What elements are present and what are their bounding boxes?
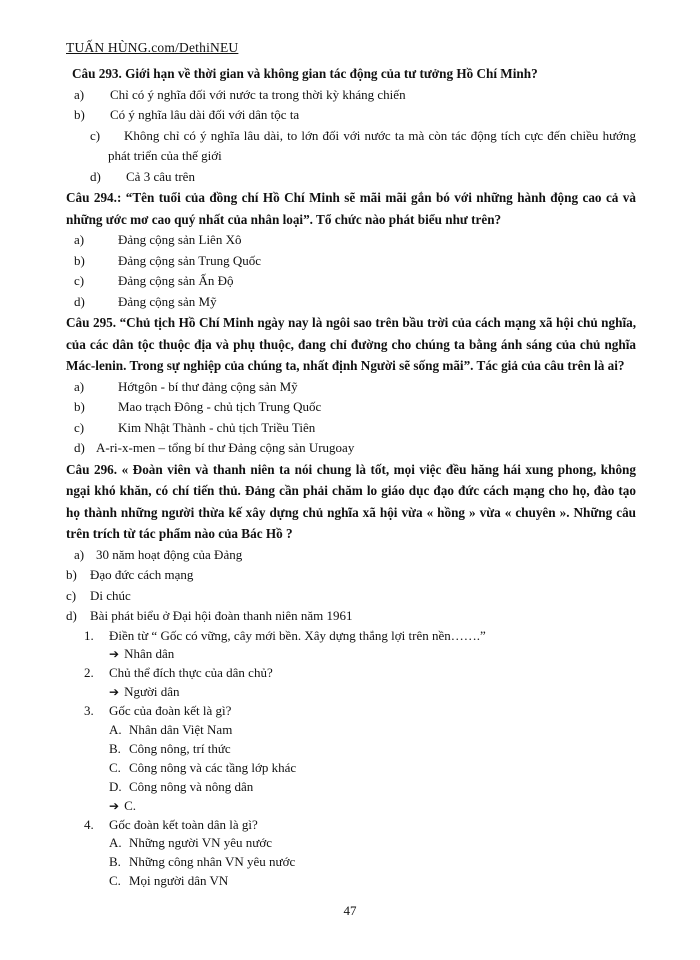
question-295-option-b — [66, 397, 636, 418]
option-label: a) — [74, 86, 85, 102]
option-label: b) — [66, 567, 77, 582]
option-label: d) — [66, 608, 77, 623]
sub-question-3-choice-b — [66, 740, 636, 759]
choice-text: Nhân dân Việt Nam — [129, 722, 233, 738]
choice-label: C. — [109, 873, 121, 889]
sub-question-number: 1. — [84, 627, 94, 643]
sub-question-number: 4. — [84, 816, 94, 832]
choice-label: A. — [109, 722, 122, 738]
option-label: d) — [90, 168, 101, 184]
arrow-right-icon: ➔ — [109, 798, 120, 813]
sub-question-text: Gốc đoàn kết toàn dân là gì? — [109, 816, 258, 832]
sub-question-3-choice-d — [66, 778, 636, 797]
choice-text: Mọi người dân VN — [129, 873, 229, 889]
option-label: b) — [74, 107, 85, 122]
question-293-title: Câu 293. Giới hạn về thời gian và không gian tác động của tư tưởng Hồ Chí Minh? — [72, 66, 538, 81]
choice-label: D. — [109, 778, 122, 794]
option-text: Hớtgôn - bí thư đảng cộng sản Mỹ — [118, 378, 298, 394]
sub-question-2 — [66, 664, 636, 683]
option-text: A-ri-x-men – tổng bí thư Đảng cộng sản Urugoay — [96, 440, 355, 455]
question-293-option-d — [66, 167, 636, 188]
sub-question-3 — [66, 702, 636, 721]
option-label: d) — [74, 440, 85, 455]
option-text: Có ý nghĩa lâu dài đối với dân tộc ta — [110, 107, 300, 122]
question-294-option-b — [66, 251, 636, 272]
arrow-right-icon: ➔ — [109, 647, 120, 662]
question-296-option-b — [66, 565, 636, 586]
sub-question-text: Gốc của đoàn kết là gì? — [109, 703, 232, 719]
sub-question-number: 3. — [84, 703, 94, 719]
option-label: c) — [66, 587, 77, 603]
question-296-option-d — [66, 606, 636, 627]
option-label: b) — [74, 252, 85, 268]
answer-text: C. — [124, 797, 136, 813]
sub-question-3-choice-a — [66, 721, 636, 740]
question-294-option-c — [66, 271, 636, 292]
choice-text: Công nông và nông dân — [129, 778, 254, 794]
answer-text: Nhân dân — [124, 646, 175, 662]
option-text: Mao trạch Đông - chủ tịch Trung Quốc — [118, 399, 322, 414]
question-295-option-c — [66, 418, 636, 439]
sub-question-3-choice-c — [66, 759, 636, 778]
option-text: Đảng cộng sản Mỹ — [118, 293, 217, 309]
option-text: Bài phát biểu ở Đại hội đoàn thanh niên năm 1961 — [90, 608, 353, 623]
option-label: a) — [74, 546, 85, 562]
answer-text: Người dân — [124, 684, 180, 700]
sub-question-4-choice-a — [66, 834, 636, 853]
question-294-title: Câu 294.: “Tên tuổi của đồng chí Hồ Chí Minh sẽ mãi mãi gắn bó với những hành động cao cả và những ước mơ cao quý nhất của nhân loại”. Tổ chức nào phát biểu như trên? — [66, 190, 636, 227]
question-293-option-b — [66, 105, 636, 126]
question-295-title: Câu 295. “Chủ tịch Hồ Chí Minh ngày nay là ngôi sao trên bầu trời của cách mạng xã hội chủ nghĩa, của các dân tộc thuộc địa và phụ thuộc, đang chỉ đường cho chúng ta bằng ánh sáng của chủ nghĩa Mác-lenin. Trong sự nghiệp của chúng ta, nhất định Người sẽ sống mãi”. Tác giả của câu trên là ai? — [66, 315, 636, 373]
sub-question-1 — [66, 627, 636, 646]
option-label: b) — [74, 399, 85, 414]
page-header: TUẤN HÙNG.com/DethiNEU — [66, 40, 239, 55]
choice-text: Công nông, trí thức — [129, 740, 231, 756]
page-number: 47 — [343, 903, 357, 918]
sub-question-4-choice-c — [66, 872, 636, 891]
option-label: c) — [90, 127, 101, 143]
sub-question-3-answer — [66, 797, 636, 816]
sub-question-2-answer — [66, 683, 636, 702]
question-295-option-d — [66, 438, 636, 459]
question-293-option-c — [66, 126, 636, 167]
option-label: a) — [74, 232, 85, 247]
option-label: c) — [74, 273, 85, 288]
question-293-option-a — [66, 85, 636, 106]
option-text: Đảng cộng sản Liên Xô — [118, 232, 242, 247]
choice-text: Công nông và các tầng lớp khác — [129, 759, 297, 775]
question-296-option-a — [66, 545, 636, 566]
option-text: Cả 3 câu trên — [126, 168, 195, 184]
sub-question-4-choice-b — [66, 853, 636, 872]
option-label: a) — [74, 378, 85, 394]
choice-label: B. — [109, 854, 121, 870]
option-text: Đảng cộng sản Trung Quốc — [118, 252, 261, 268]
option-label: d) — [74, 293, 85, 309]
question-296-option-c — [66, 586, 636, 607]
sub-question-number: 2. — [84, 665, 94, 681]
sub-question-1-answer — [66, 645, 636, 664]
page-content — [66, 63, 636, 891]
option-text: Không chỉ có ý nghĩa lâu dài, to lớn đối với nước ta mà còn tác động tích cực đến chiều hướng phát triển của thế giới — [108, 127, 636, 163]
sub-question-text: Chủ thể đích thực của dân chủ? — [109, 665, 273, 681]
option-text: Chỉ có ý nghĩa đối với nước ta trong thời kỳ kháng chiến — [110, 86, 406, 102]
option-label: c) — [74, 419, 85, 435]
option-text: Kim Nhật Thành - chủ tịch Triều Tiên — [118, 419, 316, 435]
choice-text: Những công nhân VN yêu nước — [129, 854, 296, 870]
option-text: Đảng cộng sản Ấn Độ — [118, 273, 234, 288]
choice-label: A. — [109, 835, 122, 851]
choice-label: B. — [109, 740, 121, 756]
choice-text: Những người VN yêu nước — [129, 835, 272, 851]
option-text: Đạo đức cách mạng — [90, 567, 194, 582]
option-text: Di chúc — [90, 587, 131, 603]
option-text: 30 năm hoạt động của Đảng — [96, 546, 243, 562]
question-294-option-d — [66, 292, 636, 313]
question-296-title: Câu 296. « Đoàn viên và thanh niên ta nói chung là tốt, mọi việc đều hăng hái xung phong, không ngại khó khăn, có chí tiến thủ. Đảng cần phải chăm lo giáo dục đạo đức cách mạng cho họ, đào tạo họ thành những người thừa kế xây dựng chủ nghĩa xã hội vừa « hồng » vừa « chuyên ». Những câu trên trích từ tác phẩm nào của Bác Hồ ? — [66, 461, 636, 541]
question-295-option-a — [66, 377, 636, 398]
arrow-right-icon: ➔ — [109, 685, 120, 700]
sub-question-text: Điền từ “ Gốc có vững, cây mới bền. Xây dựng thắng lợi trên nền…….” — [109, 627, 486, 643]
sub-question-4 — [66, 816, 636, 835]
question-294-option-a — [66, 230, 636, 251]
choice-label: C. — [109, 759, 121, 775]
